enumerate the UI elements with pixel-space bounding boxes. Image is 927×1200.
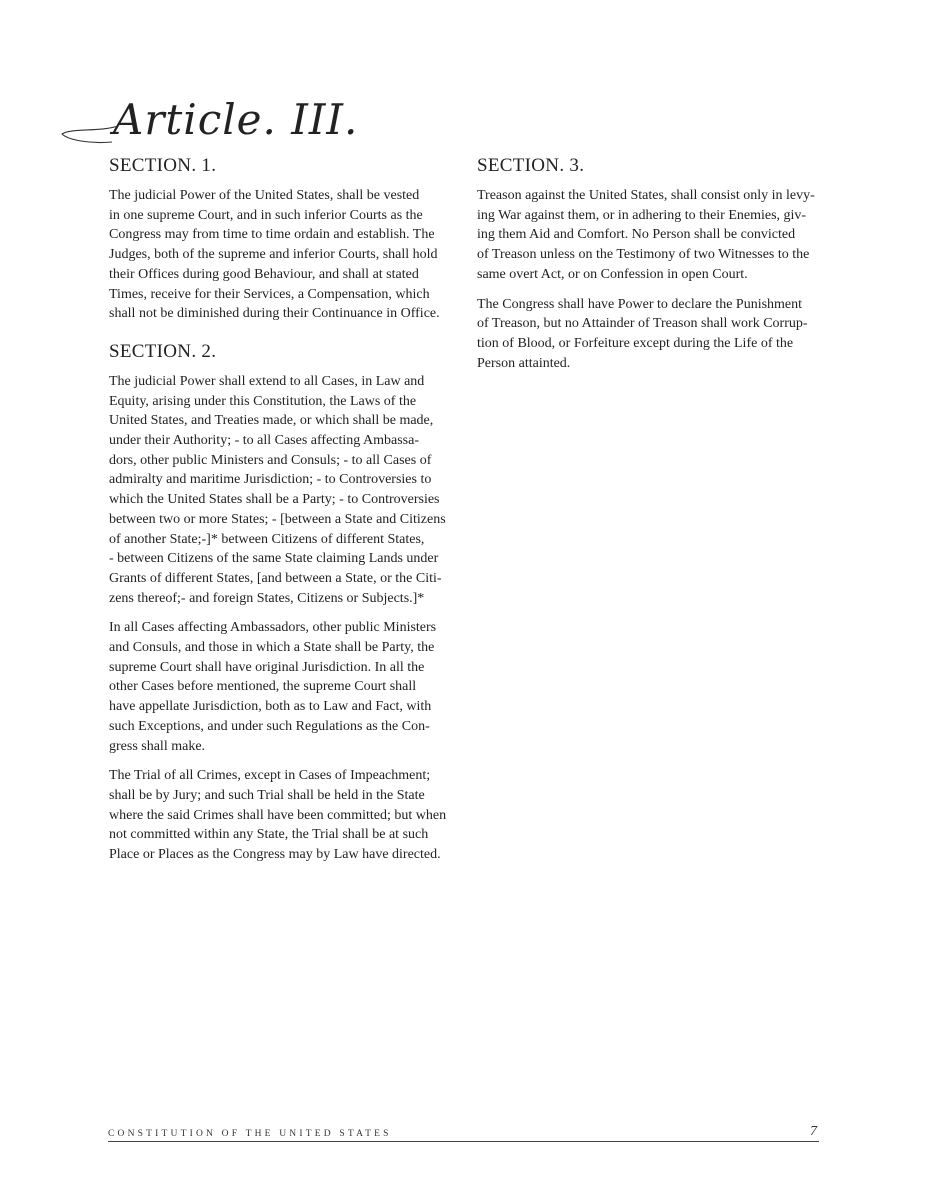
article-title: Article. III. bbox=[113, 95, 359, 144]
section-2-heading: SECTION. 2. bbox=[109, 340, 217, 362]
footer-running-title: CONSTITUTION OF THE UNITED STATES bbox=[108, 1129, 392, 1139]
section-2 bbox=[109, 340, 454, 865]
section-2-paragraph-1: The judicial Power shall extend to all Cases, in Law and Equity, arising under this Constitution, the Laws of the United States, and Treaties made, or which shall be made, under their Authority; - to all Cases affecting Ambassa- dors, other public Ministers and Consuls; - to all Cases of admiralty and maritime Jurisdiction; - to Controversies to which the United States shall be a Party; - to Controversies between two or more States; - [between a State and Citizens of another State;-]* between Citizens of different States, - between Citizens of the same State claiming Lands under Grants of different States, [and between a State, or the Citi- zens thereof;- and foreign States, Citizens or Subjects.]* bbox=[109, 373, 446, 606]
right-column bbox=[477, 154, 819, 383]
footer-rule bbox=[108, 1141, 819, 1142]
section-3-heading: SECTION. 3. bbox=[477, 155, 585, 176]
left-column bbox=[109, 154, 454, 875]
section-1-paragraph-1: The judicial Power of the United States, shall be vested in one supreme Court, and in such inferior Courts as the Congress may from time to time ordain and establish. The Judges, both of the supreme and inferior Courts, shall hold their Offices during good Behaviour, and shall at stated Times, receive for their Services, a Compensation, which shall not be diminished during their Continuance in Office. bbox=[109, 188, 440, 322]
title-swash-flourish bbox=[60, 118, 120, 148]
section-2-paragraph-3: The Trial of all Crimes, except in Cases of Impeachment; shall be by Jury; and such Trial shall be held in the State where the said Crimes shall have been committed; but when not committed within any State, the Trial shall be at such Place or Places as the Congress may by Law have directed. bbox=[109, 768, 447, 863]
page-number: 7 bbox=[810, 1124, 817, 1139]
section-3 bbox=[477, 154, 819, 373]
section-3-paragraph-2: The Congress shall have Power to declare the Punishment of Treason, but no Attainder of Treason shall work Corrup- tion of Blood, or Forfeiture except during the Life of the Person attainted. bbox=[477, 296, 808, 371]
section-1 bbox=[109, 154, 454, 324]
section-3-paragraph-1: Treason against the United States, shall consist only in levy- ing War against them, or in adhering to their Enemies, giv- ing them Aid and Comfort. No Person shall be convicted of Treason unless on the Testimony of two Witnesses to the same overt Act, or on Confession in open Court. bbox=[477, 188, 815, 282]
section-1-heading: SECTION. 1. bbox=[109, 155, 217, 176]
section-2-paragraph-2: In all Cases affecting Ambassadors, other public Ministers and Consuls, and those in which a State shall be Party, the supreme Court shall have original Jurisdiction. In all the other Cases before mentioned, the supreme Court shall have appellate Jurisdiction, both as to Law and Fact, with such Exceptions, and under such Regulations as the Con- gress shall make. bbox=[109, 620, 437, 754]
